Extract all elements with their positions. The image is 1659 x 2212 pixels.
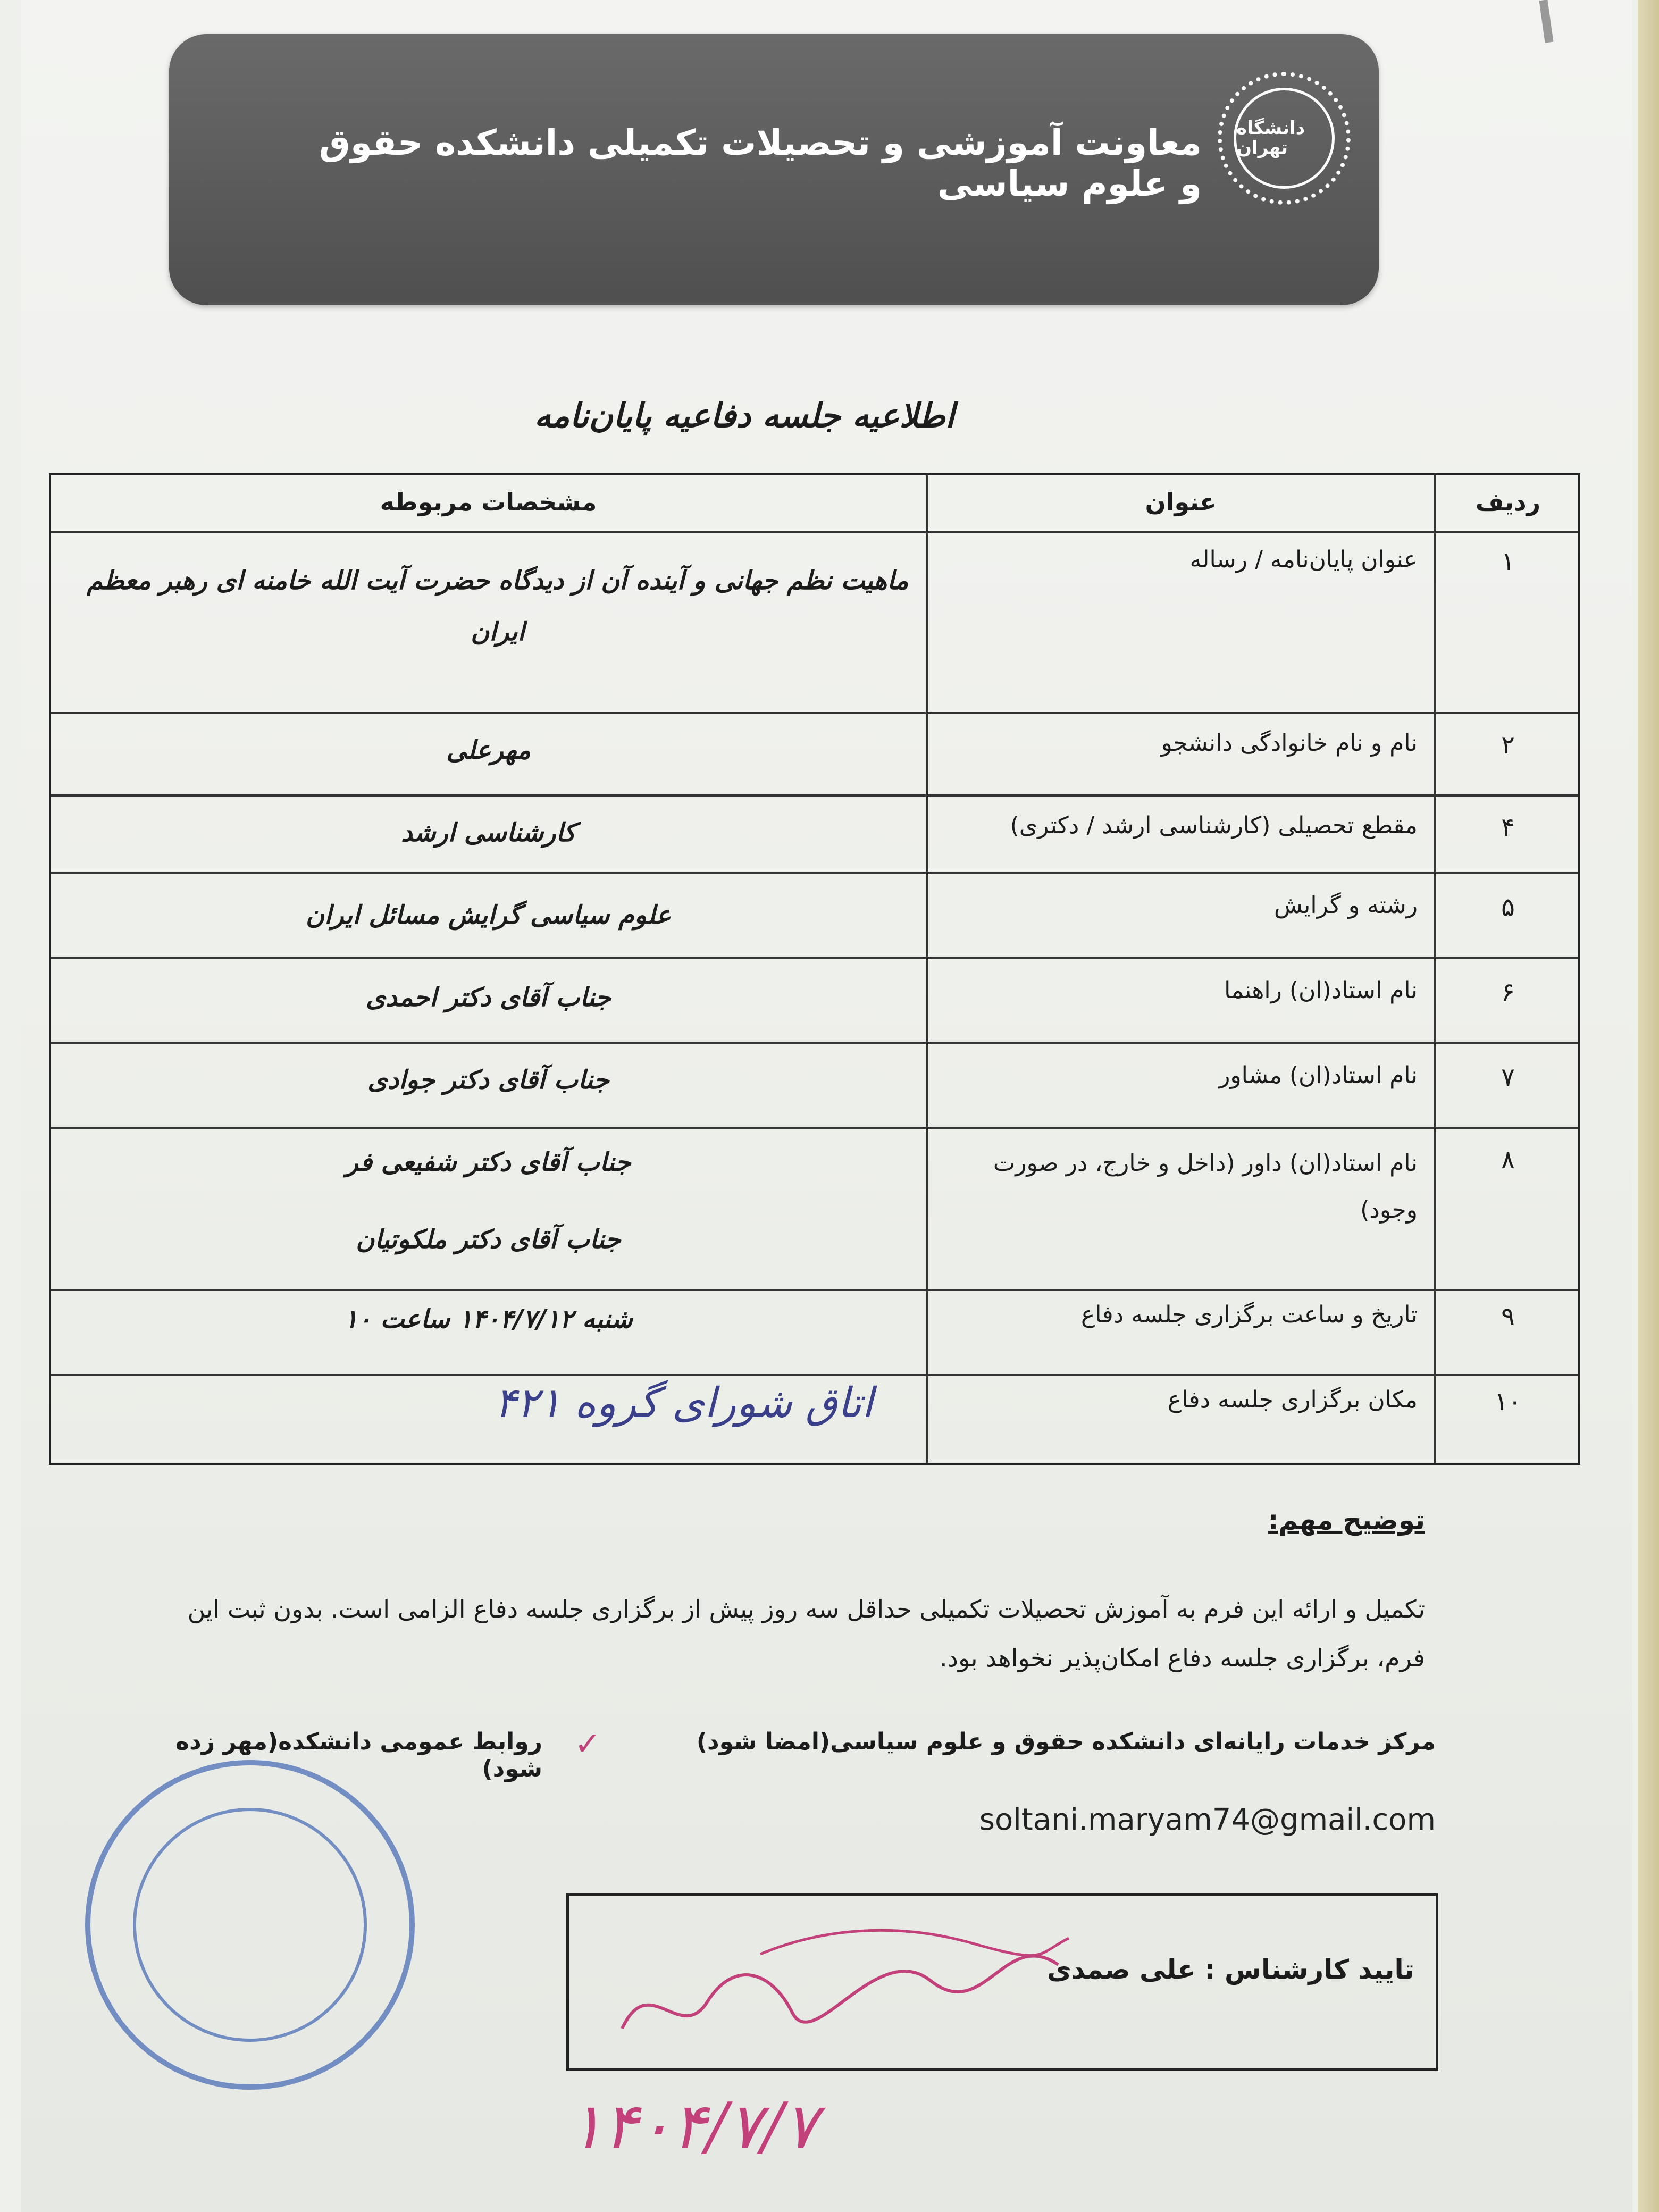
approval-text: تایید کارشناس : علی صمدی [1047, 1954, 1414, 1985]
approval-box [566, 1893, 1438, 2071]
row-divider [51, 957, 1578, 959]
row-divider [51, 531, 1578, 533]
row-label: نام استاد(ان) مشاور [1219, 1062, 1418, 1089]
row-number: ۹ [1501, 1302, 1515, 1331]
header-details-column: مشخصات مربوطه [380, 488, 597, 516]
row-number: ۴ [1501, 812, 1515, 842]
handwritten-date: ۱۴۰۴/۷/۷ [569, 2090, 818, 2164]
student-name-value: مهرعلی [446, 735, 531, 765]
it-center-line: مرکز خدمات رایانه‌ای دانشکده حقوق و علوم سیاسی(امضا شود) [696, 1728, 1436, 1755]
page-heading: اطلاعیه جلسه دفاعیه پایان‌نامه [534, 396, 955, 435]
row-label: نام و نام خانوادگی دانشجو [1161, 730, 1418, 757]
row-label: رشته و گرایش [1274, 892, 1418, 919]
signature [601, 1906, 1079, 2066]
defense-datetime-value: شنبه ۱۴۰۴/۷/۱۲ ساعت ۱۰ [344, 1304, 633, 1334]
row-divider [51, 1042, 1578, 1044]
paper-edge [1638, 0, 1659, 2212]
email-address: soltani.maryam74@gmail.com [979, 1803, 1436, 1837]
public-relations-line: روابط عمومی دانشکده(مهر زده شود) [175, 1728, 542, 1782]
university-logo-text: دانشگاه تهران [1234, 88, 1335, 189]
row-divider [51, 1127, 1578, 1129]
column-divider [926, 475, 928, 1463]
header-row-number: ردیف [1475, 488, 1541, 516]
defense-location-value: اتاق شورای گروه ۴۲۱ [494, 1379, 874, 1427]
supervisor-value: جناب آقای دکتر احمدی [365, 983, 611, 1012]
note-body: تکمیل و ارائه این فرم به آموزش تحصیلات تکمیلی حداقل سه روز پیش از برگزاری جلسه دفاع الزامی است. بدون ثبت این فرم، برگزاری جلسه دفاع امکان‌پذیر نخواهد بود. [187, 1595, 1425, 1672]
examiner-2-value: جناب آقای دکتر ملکوتیان [356, 1225, 621, 1254]
row-label: نام استاد(ان) راهنما [1224, 977, 1418, 1004]
row-label: مقطع تحصیلی (کارشناسی ارشد / دکتری) [1010, 812, 1418, 839]
row-label: عنوان پایان‌نامه / رساله [1189, 546, 1418, 573]
row-label: نام استاد(ان) داور (داخل و خارج، در صورت وجود) [993, 1150, 1418, 1224]
checkmark-icon: ✓ [574, 1725, 601, 1763]
row-number: ۷ [1501, 1062, 1515, 1092]
header-title: معاونت آموزشی و تحصیلات تکمیلی دانشکده حقوق و علوم سیاسی [319, 122, 1202, 204]
defense-info-table [49, 473, 1580, 1465]
advisor-value: جناب آقای دکتر جوادی [367, 1065, 609, 1095]
row-label: مکان برگزاری جلسه دفاع [1167, 1386, 1418, 1413]
row-divider [51, 1289, 1578, 1291]
row-label: تاریخ و ساعت برگزاری جلسه دفاع [1080, 1301, 1418, 1328]
row-number: ۸ [1501, 1145, 1515, 1175]
row-divider [51, 872, 1578, 874]
thesis-title-value: ماهیت نظم جهانی و آینده آن از دیدگاه حضرت آیت الله خامنه ای رهبر معظم ایران [87, 566, 909, 647]
stamp-inner-ring [133, 1808, 367, 2042]
row-number: ۲ [1501, 730, 1515, 760]
row-number: ۱ [1501, 547, 1515, 576]
row-number: ۶ [1501, 977, 1515, 1007]
row-number: ۱۰ [1494, 1387, 1522, 1417]
university-stamp [85, 1760, 415, 2090]
header-title-column: عنوان [1145, 488, 1217, 516]
examiner-1-value: جناب آقای دکتر شفیعی فر [346, 1147, 631, 1177]
row-divider [51, 1374, 1578, 1376]
university-logo-icon [1218, 72, 1351, 205]
row-number: ۵ [1501, 892, 1515, 922]
degree-value: کارشناسی ارشد [401, 818, 576, 848]
row-divider [51, 794, 1578, 797]
field-value: علوم سیاسی گرایش مسائل ایران [305, 900, 672, 930]
note-title: توضیح مهم: [1268, 1505, 1425, 1536]
row-divider [51, 712, 1578, 714]
